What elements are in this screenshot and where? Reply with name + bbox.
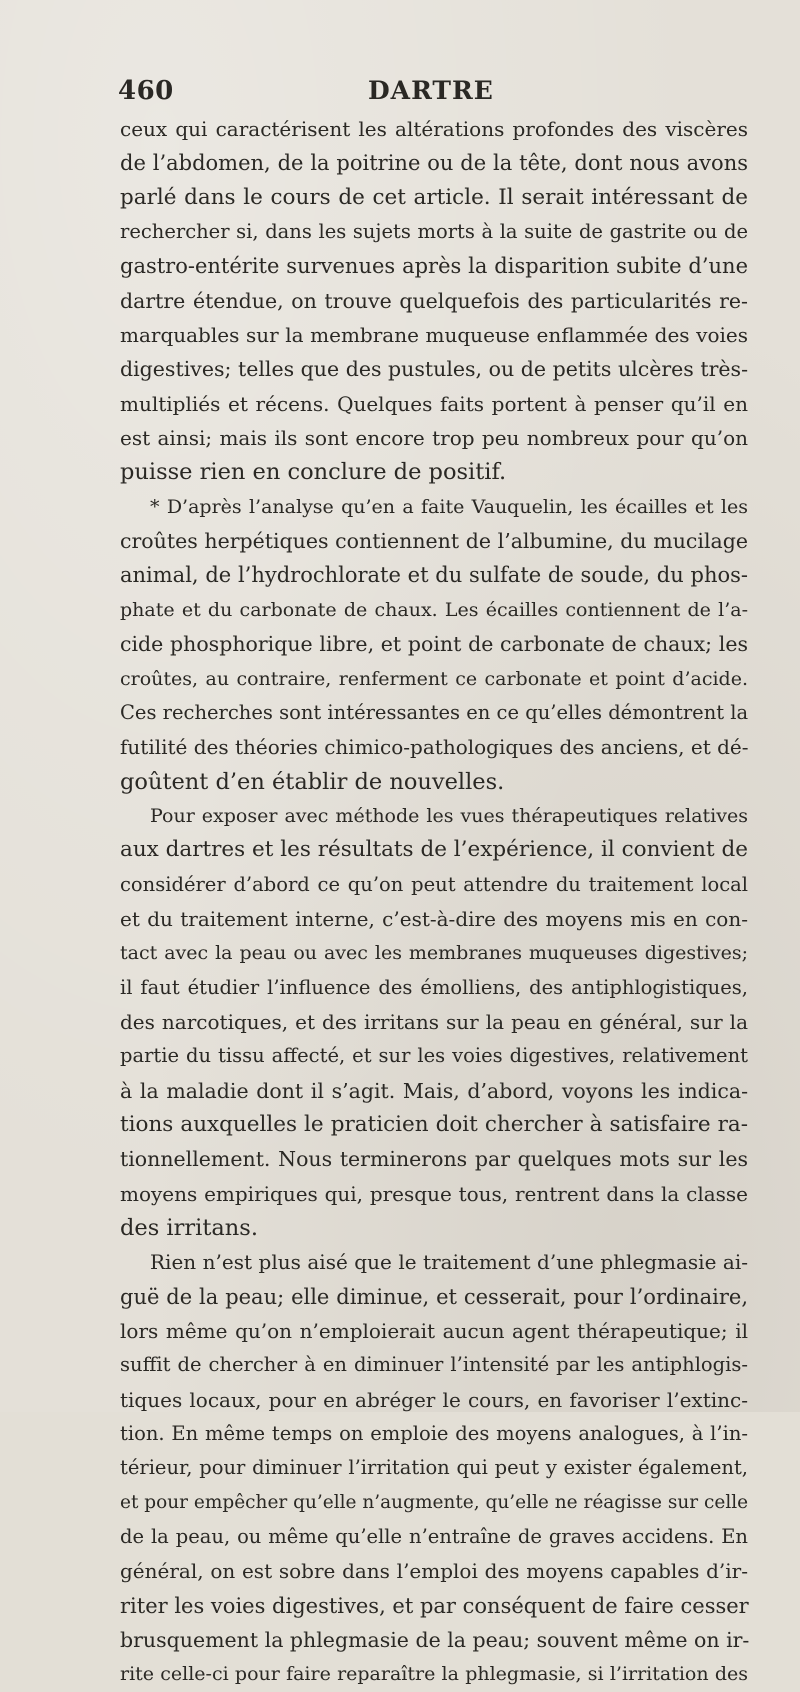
text-line: térieur, pour diminuer l’irritation qui peut y exister également, (120, 1456, 748, 1480)
page-header (118, 76, 738, 110)
text-line: Pour exposer avec méthode les vues thérapeutiques relatives (150, 804, 748, 827)
text-line: rite celle-ci pour faire reparaître la phlegmasie, si l’irritation des (120, 1663, 748, 1686)
text-line: riter les voies digestives, et par conséquent de faire cesser (120, 1593, 749, 1618)
text-line: brusquement la phlegmasie de la peau; souvent même on ir- (120, 1628, 750, 1653)
text-line: aux dartres et les résultats de l’expérience, il convient de (120, 837, 748, 863)
text-line: parlé dans le cours de cet article. Il serait intéressant de (120, 184, 748, 210)
text-line: futilité des théories chimico-pathologiques des anciens, et dé- (120, 735, 749, 760)
text-line: cide phosphorique libre, et point de carbonate de chaux; les (120, 632, 748, 657)
text-line: de la peau, ou même qu’elle n’entraîne de graves accidens. En (120, 1525, 748, 1549)
text-line: goûtent d’en établir de nouvelles. (120, 768, 505, 795)
text-line: marquables sur la membrane muqueuse enflammée des voies (120, 323, 748, 348)
text-line: multipliés et récens. Quelques faits portent à penser qu’il en (120, 391, 748, 416)
text-line: tion. En même temps on emploie des moyens analogues, à l’in- (120, 1422, 748, 1446)
text-line: tiques locaux, pour en abréger le cours, en favoriser l’extinc- (120, 1387, 748, 1412)
text-line: tact avec la peau ou avec les membranes muqueuses digestives; (120, 942, 748, 965)
text-line: gastro-entérite survenues après la disparition subite d’une (120, 254, 748, 279)
text-line: et pour empêcher qu’elle n’augmente, qu’elle ne réagisse sur celle (120, 1491, 749, 1513)
text-line: il faut étudier l’influence des émolliens, des antiphlogistiques, (120, 975, 748, 999)
text-line: animal, de l’hydrochlorate et du sulfate de soude, du phos- (120, 563, 748, 588)
text-line: général, on est sobre dans l’emploi des moyens capables d’ir- (120, 1559, 748, 1584)
text-line: tionnellement. Nous terminerons par quelques mots sur les (120, 1147, 748, 1172)
body-text (120, 112, 748, 1692)
text-line: et du traitement interne, c’est-à-dire des moyens mis en con- (120, 906, 748, 931)
text-line: considérer d’abord ce qu’on peut attendre du traitement local (120, 872, 748, 896)
text-line: rechercher si, dans les sujets morts à la suite de gastrite ou de (120, 220, 748, 244)
text-line: guë de la peau; elle diminue, et cesserait, pour l’ordinaire, (120, 1284, 748, 1309)
page-number: 460 (118, 76, 174, 106)
text-line: Ces recherches sont intéressantes en ce qu’elles démontrent la (120, 700, 749, 724)
text-line: lors même qu’on n’emploierait aucun agent thérapeutique; il (120, 1319, 748, 1344)
text-line: ceux qui caractérisent les altérations profondes des viscères (120, 117, 748, 141)
text-line: moyens empiriques qui, presque tous, rentrent dans la classe (120, 1181, 748, 1206)
text-line: phate et du carbonate de chaux. Les écailles contiennent de l’a- (120, 598, 748, 621)
text-line: croûtes, au contraire, renferment ce carbonate et point d’acide. (120, 667, 748, 690)
running-title: DARTRE (368, 76, 494, 105)
text-line: partie du tissu affecté, et sur les voies digestives, relativement (120, 1044, 748, 1068)
text-line: dartre étendue, on trouve quelquefois des particularités re- (120, 288, 748, 313)
text-line: puisse rien en conclure de positif. (120, 459, 507, 486)
text-line: des narcotiques, et des irritans sur la peau en général, sur la (120, 1009, 748, 1034)
text-line: de l’abdomen, de la poitrine ou de la tête, dont nous avons (120, 151, 748, 176)
text-line: Rien n’est plus aisé que le traitement d’une phlegmasie ai- (150, 1250, 748, 1275)
text-line: croûtes herpétiques contiennent de l’albumine, du mucilage (120, 529, 748, 554)
text-line: digestives; telles que des pustules, ou de petits ulcères très- (120, 357, 748, 382)
text-line: à la maladie dont il s’agit. Mais, d’abord, voyons les indica- (120, 1078, 748, 1103)
text-line: des irritans. (120, 1215, 258, 1241)
text-line: est ainsi; mais ils sont encore trop peu nombreux pour qu’on (120, 426, 748, 451)
text-line: * D’après l’analyse qu’en a faite Vauquelin, les écailles et les (150, 495, 748, 518)
text-line: suffit de chercher à en diminuer l’intensité par les antiphlogis- (120, 1353, 748, 1377)
text-line: tions auxquelles le praticien doit chercher à satisfaire ra- (120, 1111, 748, 1137)
